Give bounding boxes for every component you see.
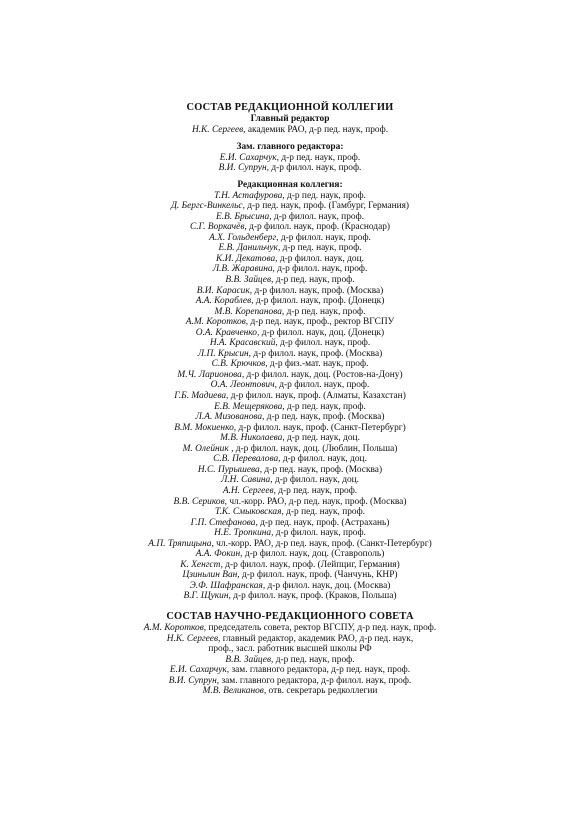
member-line <box>0 317 580 328</box>
editorial-board-heading: Редакционная коллегия: <box>237 179 343 190</box>
deputy-editor-heading: Зам. главного редактора: <box>236 141 344 152</box>
member-line <box>0 307 580 318</box>
member-credentials: д-р филол. наук, проф. (Москва) <box>251 348 383 359</box>
member-credentials: д-р филол. наук, доц. (Донецк) <box>259 327 385 338</box>
member-line <box>0 359 580 370</box>
member-credentials: д-р пед. наук, проф. <box>280 243 362 254</box>
member-credentials: чл.-корр. РАО, д-р пед. наук, проф. (Санкт-Петербург) <box>213 538 432 549</box>
member-name: О.А. Леонтович, <box>210 380 277 391</box>
member-name: К.И. Декатова, <box>216 253 278 264</box>
member-credentials: д-р пед. наук, проф. (Астрахань) <box>257 517 390 528</box>
member-name: Э.Ф. Шафранская, <box>189 580 266 591</box>
member-line <box>0 623 580 634</box>
member-credentials: председатель совета, ректор ВГСПУ, д-р пед. наук, проф. <box>206 622 437 633</box>
member-credentials: д-р филол. наук, доц. (Ставрополь) <box>242 549 385 560</box>
member-name: Цзиньлин Ван, <box>182 570 240 581</box>
member-credentials: зам. главного редактора, д-р филол. наук, проф. <box>219 675 412 686</box>
member-credentials: д-р филол. наук, доц. (Ростов-на-Дону) <box>244 369 403 380</box>
member-name: Е.В. Брысина, <box>215 211 272 222</box>
member-line <box>0 264 580 275</box>
member-credentials: д-р филол. наук, проф. <box>271 211 364 222</box>
member-line <box>0 286 580 297</box>
member-credentials: д-р филол. наук, проф. (Краснодар) <box>246 222 391 233</box>
member-credentials: д-р филол. наук, доц. <box>277 253 364 264</box>
member-line <box>0 581 580 592</box>
member-line <box>0 402 580 413</box>
member-line <box>0 655 580 666</box>
member-credentials: д-р пед. наук, проф. <box>275 485 358 496</box>
member-credentials: отв. секретарь редколлегии <box>266 686 378 697</box>
member-credentials: д-р пед. наук, проф. (Гамбург, Германия) <box>244 201 410 212</box>
member-name: Н.К. Сергеев, <box>166 633 221 644</box>
member-line <box>0 465 580 476</box>
chief-editor-list <box>0 125 580 136</box>
member-line <box>0 338 580 349</box>
member-credentials: проф., засл. работник высшей школы РФ <box>208 644 372 655</box>
member-credentials: д-р пед. наук, проф. <box>284 190 366 201</box>
member-line <box>0 125 580 136</box>
member-name: А.М. Коротков, <box>143 622 207 633</box>
member-credentials: д-р пед. наук, проф., ректор ВГСПУ <box>248 317 395 328</box>
member-credentials: д-р пед. наук, проф. <box>284 401 366 412</box>
member-name: Т.К. Смыковская, <box>214 507 284 518</box>
member-credentials: д-р филол. наук, проф. (Краков, Польша) <box>230 591 397 602</box>
member-name: А.П. Тряпицына, <box>148 538 214 549</box>
member-name: Н.А. Красавский, <box>209 338 278 349</box>
editorial-board-title: СОСТАВ РЕДАКЦИОННОЙ КОЛЛЕГИИ <box>186 102 394 113</box>
member-credentials: д-р филол. наук, доц. <box>280 454 367 465</box>
member-credentials: д-р физ.-мат. наук, проф. <box>267 359 369 370</box>
member-credentials: д-р филол. наук, проф. <box>274 264 368 275</box>
member-line <box>0 570 580 581</box>
member-credentials: д-р пед. наук, проф. (Москва) <box>264 412 385 423</box>
chief-editor-heading: Главный редактор <box>250 114 330 124</box>
member-credentials: д-р филол. наук, проф. (Санкт-Петербург) <box>236 422 406 433</box>
member-name: В.В. Зайцев, <box>225 654 274 665</box>
masthead-content <box>0 102 580 697</box>
member-name: Н.К. Сергеев, <box>191 125 246 135</box>
member-name: О.А. Кравченко, <box>195 327 260 338</box>
member-name: М.Ч. Ларионова, <box>177 369 245 380</box>
member-name: В.И. Карасик, <box>196 285 253 296</box>
member-line <box>0 163 580 174</box>
member-credentials: д-р филол. наук, проф. (Лейпциг, Германия) <box>222 559 400 570</box>
member-line <box>0 233 580 244</box>
member-line <box>0 423 580 434</box>
member-line <box>0 665 580 676</box>
member-credentials: д-р филол. наук, проф. <box>278 232 371 243</box>
member-line <box>0 634 580 645</box>
member-name: Л.П. Крысин, <box>197 348 252 359</box>
member-credentials: зам. главного редактора, д-р пед. наук, проф. <box>229 665 411 676</box>
member-line <box>0 222 580 233</box>
member-name: Д. Бергс-Винкельс, <box>170 201 245 212</box>
member-line <box>0 686 580 697</box>
member-name: В.И. Супрун, <box>218 163 269 174</box>
member-name: А.А. Кораблев, <box>195 296 254 307</box>
member-line <box>0 528 580 539</box>
member-credentials: д-р филол. наук, проф. <box>277 338 371 349</box>
member-name: В.Г. Щукин, <box>183 591 231 602</box>
member-line <box>0 644 580 655</box>
editorial-board-list <box>0 191 580 602</box>
member-credentials: д-р пед. наук, проф. <box>273 275 355 286</box>
council-list <box>0 623 580 697</box>
member-name: В.В. Зайцев, <box>225 275 274 286</box>
member-line <box>0 507 580 518</box>
member-credentials: д-р пед. наук, проф. <box>278 152 361 163</box>
member-credentials: д-р филол. наук, проф. (Донецк) <box>253 296 385 307</box>
member-credentials: д-р пед. наук, проф. <box>284 306 366 317</box>
member-name: Л.В. Жаравина, <box>212 264 275 275</box>
member-line <box>0 591 580 602</box>
member-name: Е.В. Данильчук, <box>218 243 281 254</box>
member-line <box>0 412 580 423</box>
member-line <box>0 486 580 497</box>
member-line <box>0 518 580 529</box>
member-name: В.М. Мокиенко, <box>174 422 237 433</box>
member-credentials: д-р филол. наук, проф. (Чанчунь, КНР) <box>239 570 398 581</box>
member-credentials: д-р филол. наук, доц. (Люблин, Польша) <box>233 443 398 454</box>
member-name: М.В. Великанов, <box>202 686 267 697</box>
deputy-editor-list <box>0 153 580 174</box>
member-name: Е.И. Сахарчук, <box>219 152 279 163</box>
member-name: А.Н. Сергеев, <box>222 485 276 496</box>
member-line <box>0 549 580 560</box>
member-name: М.В. Николаева, <box>220 433 285 444</box>
member-line <box>0 191 580 202</box>
member-line <box>0 370 580 381</box>
member-line <box>0 497 580 508</box>
council-title: СОСТАВ НАУЧНО-РЕДАКЦИОННОГО СОВЕТА <box>166 610 414 622</box>
member-name: Г.Б. Мадиева, <box>174 391 229 402</box>
member-name: Е.И. Сахарчук, <box>169 665 230 676</box>
member-credentials: д-р пед. наук, доц. <box>284 433 360 444</box>
member-name: К. Хенгст, <box>180 559 223 570</box>
member-credentials: главный редактор, академик РАО, д-р пед. наук, <box>220 633 414 644</box>
member-credentials: д-р филол. наук, проф. (Москва) <box>252 285 384 296</box>
member-credentials: д-р филол. наук, проф. (Алматы, Казахстан) <box>228 391 406 402</box>
member-credentials: д-р филол. наук, проф. <box>268 163 362 174</box>
member-credentials: д-р пед. наук, проф. (Москва) <box>262 464 383 475</box>
member-name: Г.П. Стефанова, <box>190 517 258 528</box>
member-line <box>0 433 580 444</box>
member-line <box>0 212 580 223</box>
member-name: А.А. Фокин, <box>195 549 243 560</box>
member-line <box>0 560 580 571</box>
member-name: Л.Н. Савина, <box>220 475 273 486</box>
member-name: С.Г. Воркачёв, <box>189 222 247 233</box>
member-line <box>0 254 580 265</box>
member-line <box>0 275 580 286</box>
member-name: М.В. Корепанова, <box>214 306 285 317</box>
member-credentials: д-р филол. наук, доц. <box>272 475 360 486</box>
member-name: С.В. Крючков, <box>211 359 268 370</box>
member-credentials: д-р пед. наук, проф. <box>273 654 355 665</box>
member-line <box>0 475 580 486</box>
member-credentials: академик РАО, д-р пед. наук, проф. <box>245 125 389 135</box>
member-name: Т.Н. Астафурова, <box>214 190 285 201</box>
member-line <box>0 380 580 391</box>
member-line <box>0 349 580 360</box>
member-line <box>0 153 580 164</box>
member-name: Л.А. Мизованова, <box>195 412 265 423</box>
member-line <box>0 454 580 465</box>
member-line <box>0 676 580 687</box>
member-line <box>0 243 580 254</box>
member-line <box>0 444 580 455</box>
member-name: Н.Е. Тропкина, <box>214 528 274 539</box>
member-name: М. Олейник , <box>182 443 234 454</box>
member-name: А.Х. Гольденберг, <box>209 232 279 243</box>
member-name: С.В. Перевалова, <box>213 454 281 465</box>
member-name: В.В. Сериков, <box>173 496 227 507</box>
member-credentials: д-р пед. наук, проф. <box>283 507 366 518</box>
member-credentials: д-р филол. наук, доц. (Москва) <box>265 580 391 591</box>
member-name: А.М. Коротков, <box>185 317 249 328</box>
member-line <box>0 328 580 339</box>
member-line <box>0 201 580 212</box>
member-name: В.И. Супрун, <box>168 675 220 686</box>
member-line <box>0 296 580 307</box>
member-name: Е.В. Мещерякова, <box>214 401 285 412</box>
member-credentials: д-р филол. наук, проф. <box>276 380 370 391</box>
member-credentials: чл.-корр. РАО, д-р пед. наук, проф. (Москва) <box>226 496 407 507</box>
member-line <box>0 539 580 550</box>
member-line <box>0 391 580 402</box>
member-credentials: д-р филол. наук, проф. <box>273 528 366 539</box>
member-name: Н.С. Пурышева, <box>197 464 263 475</box>
